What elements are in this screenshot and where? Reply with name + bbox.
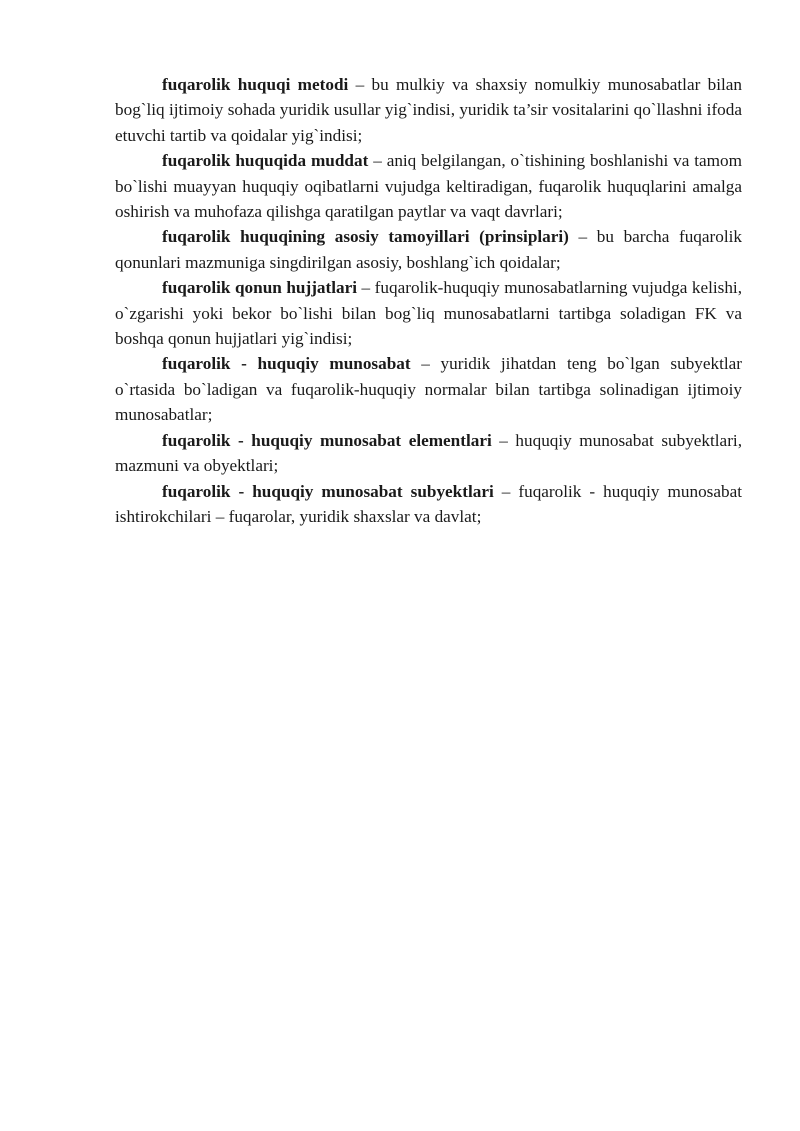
glossary-term: fuqarolik - huquqiy munosabat elementlari (162, 430, 492, 450)
glossary-entry (115, 275, 742, 351)
glossary-page (115, 72, 742, 529)
glossary-definition: – fuqarolik - huquqiy munosabat ishtirokchilari – fuqarolar, yuridik shaxslar va davlat; (115, 481, 742, 526)
glossary-entry (115, 428, 742, 479)
glossary-entry (115, 72, 742, 148)
glossary-term: fuqarolik - huquqiy munosabat subyektlari (162, 481, 494, 501)
glossary-entry (115, 224, 742, 275)
glossary-term: fuqarolik huquqi metodi (162, 75, 349, 94)
glossary-definition: – bu barcha fuqarolik qonunlari mazmuniga singdirilgan asosiy, boshlang`ich qoidalar; (115, 227, 742, 272)
glossary-entry (115, 351, 742, 427)
glossary-definition: – yuridik jihatdan teng bo`lgan subyektlar o`rtasida bo`ladigan va fuqarolik-huquqiy normalar bilan tartibga solinadigan ijtimoiy munosabatlar; (115, 354, 743, 425)
glossary-term: fuqarolik huquqida muddat (162, 151, 369, 171)
glossary-definition: – huquqiy munosabat subyektlari, mazmuni va obyektlari; (115, 430, 742, 476)
glossary-term: fuqarolik huquqining asosiy tamoyillari (prinsiplari) (162, 227, 569, 247)
glossary-definition: – bu mulkiy va shaxsiy nomulkiy munosabatlar bilan bog`liq ijtimoiy sohada yuridik usullar yig`indisi, yuridik ta’sir vositalarini qo`llashni ifoda etuvchi tartib va qoidalar yig`indisi; (115, 75, 742, 145)
glossary-term: fuqarolik - huquqiy munosabat (162, 354, 411, 374)
glossary-definition: – fuqarolik-huquqiy munosabatlarning vujudga kelishi, o`zgarishi yoki bekor bo`lishi bilan bog`liq munosabatlarni tartibga soladigan FK va boshqa qonun hujjatlari yig`indisi; (115, 278, 742, 349)
glossary-definition: – aniq belgilangan, o`tishining boshlanishi va tamom bo`lishi muayyan huquqiy oqibatlarni vujudga keltiradigan, fuqarolik huquqlarini amalga oshirish va muhofaza qilishga qaratilgan paytlar va vaqt davrlari; (115, 151, 742, 222)
glossary-entry (115, 148, 742, 224)
glossary-term: fuqarolik qonun hujjatlari (162, 278, 358, 298)
glossary-entry (115, 479, 742, 530)
